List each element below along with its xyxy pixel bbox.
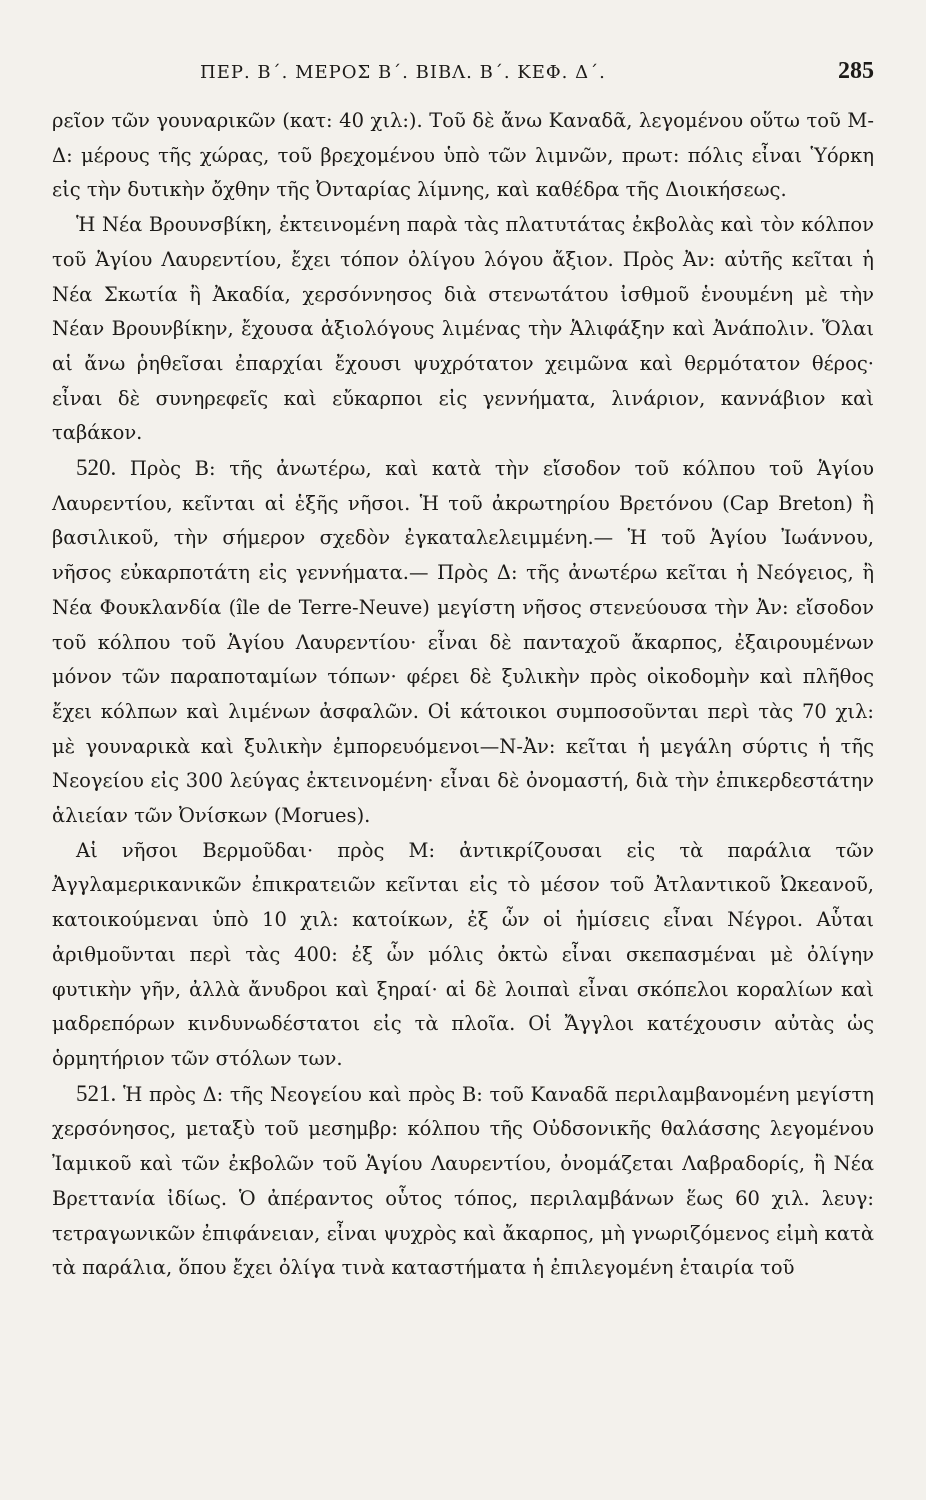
paragraph-521 [52, 1077, 874, 1286]
page-number: 285 [838, 58, 874, 84]
page-body [52, 104, 874, 1286]
running-head: ΠΕΡ. Β΄. ΜΕΡΟΣ Β΄. ΒΙΒΛ. Β΄. ΚΕΦ. Δ΄. [200, 62, 606, 83]
paragraph-number: 520. [76, 455, 117, 481]
paragraph-520 [52, 451, 874, 834]
paragraph-1: ρεῖον τῶν γουναρικῶν (κατ: 40 χιλ:). Τοῦ δὲ ἄνω Καναδᾶ, λεγομένου οὕτω τοῦ Μ-Δ: μέρους τῆς χώρας, τοῦ βρεχομένου ὑπὸ τῶν λιμνῶν, πρωτ: πόλις εἶναι Ὑόρκη εἰς τὴν δυτικὴν ὄχθην τῆς Ὀνταρίας λίμνης, καὶ καθέδρα τῆς Διοικήσεως. [52, 109, 874, 202]
page-header [52, 58, 874, 94]
paragraph-520-text: Πρὸς Β: τῆς ἀνωτέρω, καὶ κατὰ τὴν εἴσοδον τοῦ κόλπου τοῦ Ἁγίου Λαυρεντίου, κεῖνται αἱ ἑξῆς νῆσοι. Ἡ τοῦ ἀκρωτηρίου Βρετόνου (Cap Breton) ἢ βασιλικοῦ, τὴν σήμερον σχεδὸν ἐγκαταλελειμμένη.— Ἡ τοῦ Ἁγίου Ἰωάννου, νῆσος εὐκαρποτάτη εἰς γεννήματα.— Πρὸς Δ: τῆς ἀνωτέρω κεῖται ἡ Νεόγειος, ἢ Νέα Φουκλανδία (île de Terre-Neuve) μεγίστη νῆσος στενεύουσα τὴν Ἀν: εἴσοδον τοῦ κόλπου τοῦ Ἁγίου Λαυρεντίου· εἶναι δὲ πανταχοῦ ἄκαρπος, ἐξαιρουμένων μόνον τῶν παραποταμίων τόπων· φέρει δὲ ξυλικὴν πρὸς οἰκοδομὴν καὶ πλῆθος ἔχει κόλπων καὶ λιμένων ἀσφαλῶν. Οἱ κάτοικοι συμποσοῦνται περὶ τὰς 70 χιλ: μὲ γουναρικὰ καὶ ξυλικὴν ἐμπορευόμενοι—Ν-Ἀν: κεῖται ἡ μεγάλη σύρτις ἡ τῆς Νεογείου εἰς 300 λεύγας ἐκτεινομένη· εἶναι δὲ ὀνομαστή, διὰ τὴν ἐπικερδεστάτην ἁλιείαν τῶν Ὀνίσκων (Morues). [52, 457, 874, 828]
paragraph-2: Ἡ Νέα Βρουνσβίκη, ἐκτεινομένη παρὰ τὰς πλατυτάτας ἐκβολὰς καὶ τὸν κόλπον τοῦ Ἁγίου Λαυρεντίου, ἔχει τόπον ὀλίγου λόγου ἄξιον. Πρὸς Ἀν: αὐτῆς κεῖται ἡ Νέα Σκωτία ἢ Ἀκαδία, χερσόννησος διὰ στενωτάτου ἰσθμοῦ ἑνουμένη μὲ τὴν Νέαν Βρουνβίκην, ἔχουσα ἀξιολόγους λιμένας τὴν Ἁλιφάξην καὶ Ἀνάπολιν. Ὅλαι αἱ ἄνω ῥηθεῖσαι ἐπαρχίαι ἔχουσι ψυχρότατον χειμῶνα καὶ θερμότατον θέρος· εἶναι δὲ συνηρεφεῖς καὶ εὔκαρποι εἰς γεννήματα, λινάριον, καννάβιον καὶ ταβάκον. [52, 213, 874, 445]
paragraph-bermudas: Αἱ νῆσοι Βερμοῦδαι· πρὸς Μ: ἀντικρίζουσαι εἰς τὰ παράλια τῶν Ἀγγλαμερικανικῶν ἐπικρατειῶν κεῖνται εἰς τὸ μέσον τοῦ Ἀτλαντικοῦ Ὠκεανοῦ, κατοικούμεναι ὑπὸ 10 χιλ: κατοίκων, ἐξ ὧν οἱ ἡμίσεις εἶναι Νέγροι. Αὗται ἀριθμοῦνται περὶ τὰς 400: ἐξ ὧν μόλις ὀκτὼ εἶναι σκεπασμέναι μὲ ὀλίγην φυτικὴν γῆν, ἀλλὰ ἄνυδροι καὶ ξηραί· αἱ δὲ λοιπαὶ εἶναι σκόπελοι κοραλίων καὶ μαδρεπόρων κινδυνωδέστατοι εἰς τὰ πλοῖα. Οἱ Ἄγγλοι κατέχουσιν αὐτὰς ὡς ὁρμητήριον τῶν στόλων των. [52, 838, 874, 1070]
paragraph-521-text: Ἡ πρὸς Δ: τῆς Νεογείου καὶ πρὸς Β: τοῦ Καναδᾶ περιλαμβανομένη μεγίστη χερσόνησος, μεταξὺ τοῦ μεσημβρ: κόλπου τῆς Οὐδσονικῆς θαλάσσης λεγομένου Ἰαμικοῦ καὶ τῶν ἐκβολῶν τοῦ Ἁγίου Λαυρεντίου, ὀνομάζεται Λαβραδορίς, ἢ Νέα Βρεττανία ἰδίως. Ὁ ἀπέραντος οὗτος τόπος, περιλαμβάνων ἕως 60 χιλ. λευγ: τετραγωνικῶν ἐπιφάνειαν, εἶναι ψυχρὸς καὶ ἄκαρπος, μὴ γνωριζόμενος εἰμὴ κατὰ τὰ παράλια, ὅπου ἔχει ὀλίγα τινὰ καταστήματα ἡ ἐπιλεγομένη ἑταιρία τοῦ [52, 1082, 874, 1280]
paragraph-number: 521. [76, 1080, 117, 1106]
